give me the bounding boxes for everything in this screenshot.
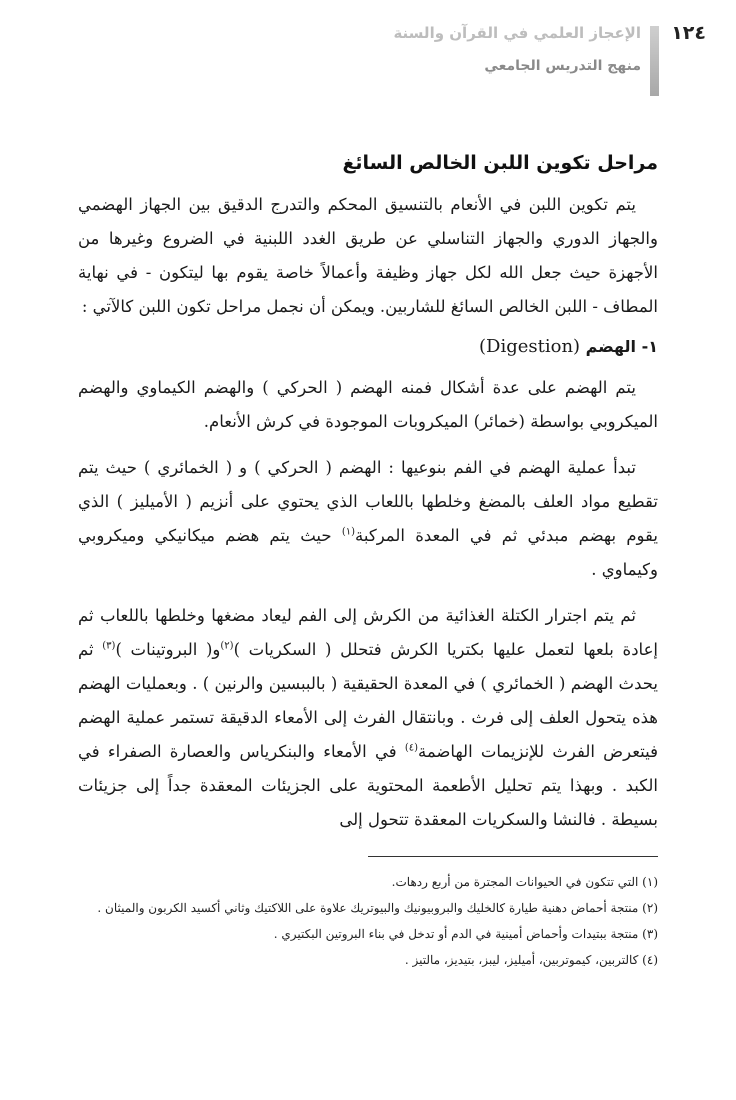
paragraph-1: يتم الهضم على عدة أشكال فمنه الهضم ( الحركي ) والهضم الكيماوي والهضم الميكروبي بواسطة (خمائر) الميكروبات الموجودة في كرش الأنعام.: [78, 378, 658, 431]
paragraph-2: [78, 451, 658, 587]
page-number: ١٢٤: [671, 22, 706, 44]
footnote-divider: [368, 856, 658, 857]
paragraph-3-text-d: في الأمعاء والبنكرياس والعصارة الصفراء في الكبد . وبهذا يتم تحليل الأطعمة المحتوية على الجزيئات المعقدة جداً إلى جزيئات بسيطة . فالنشا والسكريات المعقدة تتحول إلى: [78, 742, 658, 829]
footnote-ref-3[interactable]: (٣): [102, 640, 116, 652]
footnote-ref-4[interactable]: (٤): [404, 742, 419, 754]
running-subtitle: منهج التدريس الجامعي: [484, 58, 641, 74]
main-content: [78, 152, 658, 849]
footnote-1: (١) التي تتكون في الحيوانات المجترة من أربع ردهات.: [391, 875, 658, 889]
intro-paragraph: يتم تكوين اللبن في الأنعام بالتنسيق المحكم والتدرج الدقيق بين الجهاز الهضمي والجهاز الدوري والجهاز التناسلي عن طريق الغدد اللبنية في الضروع وغيرها من الأجهزة حيث جعل الله لكل جهاز وظيفة وأعمالاً خاصة يقوم بها ليتكون - في نهاية المطاف - اللبن الخالص السائغ للشاربين. ويمكن أن نجمل مراحل تكون اللبن كالآتي :: [78, 195, 658, 316]
footnote-2: (٢) منتجة أحماض دهنية طيارة كالخليك والبروبيونيك والبيوتريك علاوة على اللاكتيك وثاني أكسيد الكربون والميثان .: [97, 901, 658, 915]
subheading-arabic: ١- الهضم: [585, 337, 658, 356]
paragraph-3-text-a: ثم يتم اجترار الكتلة الغذائية من الكرش إلى الفم ليعاد مضغها وخلطها باللعاب ثم إعادة بلعها لتعمل عليها بكتريا الكرش فتحلل ( السكريات ): [78, 606, 658, 659]
page-header: [0, 18, 736, 88]
running-title: الإعجاز العلمي في القرآن والسنة: [393, 24, 641, 42]
paragraph-3-text-c: ثم يحدث الهضم ( الخمائري ) في المعدة الحقيقية ( بالببسين والرنين ) . وبعمليات الهضم هذه يتحول العلف إلى فرث . وبانتقال الفرث إلى الأمعاء الدقيقة تستمر عملية الهضم فيتعرض الفرث للإنزيمات الهاضمة: [78, 640, 658, 761]
subheading-digestion: [78, 336, 658, 357]
paragraph-2-text-a: تبدأ عملية الهضم في الفم بنوعيها : الهضم ( الحركي ) و ( الخمائري ) حيث يتم تقطيع مواد العلف بالمضغ وخلطها باللعاب الذي يحتوي على أنزيم ( الأميليز ) الذي يقوم بهضم مبدئي ثم في المعدة المركبة: [78, 458, 658, 545]
subheading-english: (Digestion): [478, 336, 581, 357]
footnote-3: (٣) منتجة ببتيدات وأحماض أمينية في الدم أو تدخل في بناء البروتين البكتيري .: [273, 927, 658, 941]
header-decorative-bar: [650, 26, 659, 96]
footnote-ref-2[interactable]: (٢): [220, 640, 234, 652]
paragraph-3-text-b: و( البروتينات ): [115, 640, 221, 659]
section-title: مراحل تكوين اللبن الخالص السائغ: [342, 152, 658, 174]
paragraph-2-text-b: حيث يتم هضم ميكانيكي وميكروبي وكيماوي .: [78, 526, 658, 579]
footnotes-section: [78, 856, 658, 975]
footnote-4: (٤) كالتربين، كيموتربين، أميليز، ليبز، بتيديز، مالتيز .: [404, 953, 658, 967]
paragraph-3: [78, 599, 658, 837]
footnote-ref-1[interactable]: (١): [341, 526, 356, 538]
